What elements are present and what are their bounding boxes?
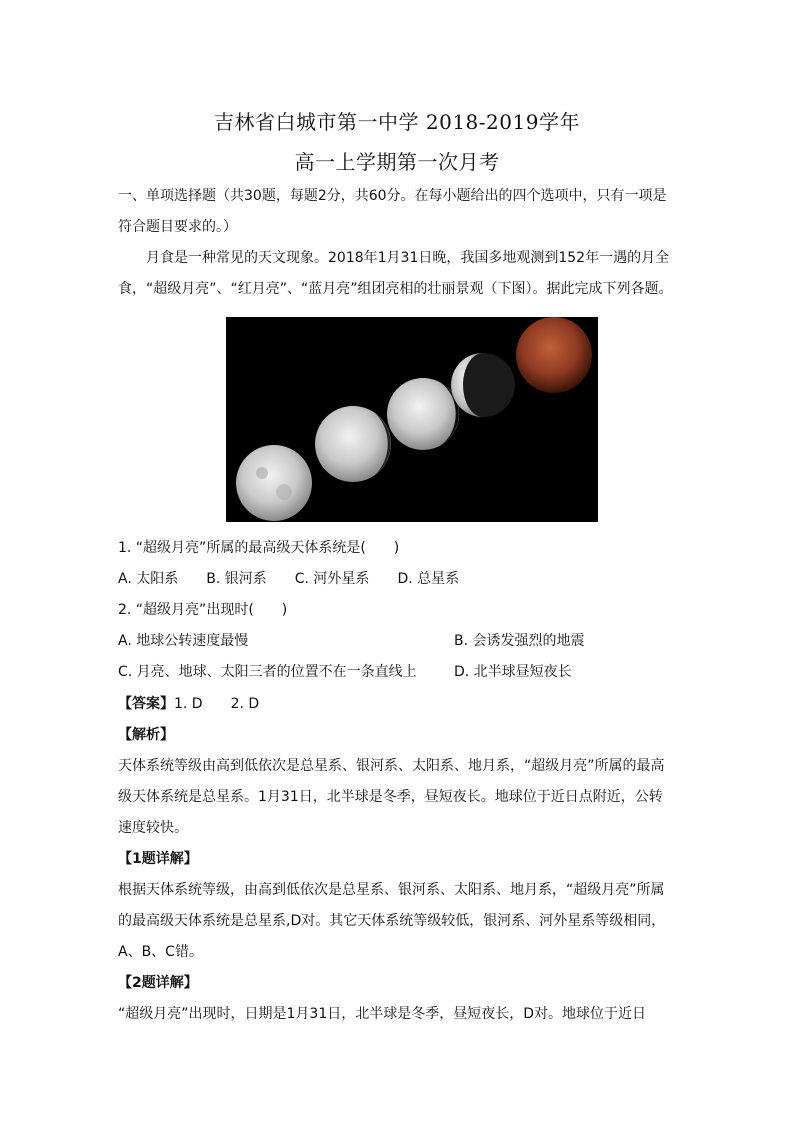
question-1: [118, 533, 678, 595]
detail2-label: 【2题详解】: [118, 975, 198, 991]
lunar-eclipse-photo: [226, 317, 598, 522]
section-heading: [118, 181, 678, 243]
intro-paragraph: [118, 243, 678, 305]
detail1-line: 的最高级天体系统是总星系,D对。其它天体系统等级较低，银河系、河外星系等级相同，: [118, 913, 666, 929]
answer-text: 1. D 2. D: [174, 696, 260, 712]
option-d: D. 总星系: [397, 571, 460, 587]
section-heading-line: 符合题目要求的。）: [118, 219, 237, 235]
intro-line: 食，“超级月亮”、“红月亮”、“蓝月亮”组团亮相的壮丽景观（下图）。据此完成下列各题。: [118, 281, 673, 297]
option-grid: [118, 626, 678, 688]
document-subtitle: 高一上学期第一次月考: [294, 150, 500, 174]
option-c: C. 月亮、地球、太阳三者的位置不在一条直线上: [118, 664, 417, 680]
option-a: A. 太阳系: [118, 571, 179, 587]
option-d: D. 北半球昼短夜长: [454, 664, 572, 680]
answer-line: [118, 689, 678, 720]
option-a: A. 地球公转速度最慢: [118, 633, 249, 649]
document-title: 吉林省白城市第一中学 2018-2019学年: [214, 110, 580, 134]
detail1-label: 【1题详解】: [118, 851, 198, 867]
analysis-line: 级天体系统是总星系。1月31日，北半球是冬季，昼短夜长。地球位于近日点附近，公转: [118, 789, 663, 805]
analysis-label: 【解析】: [118, 727, 174, 743]
analysis-line: 天体系统等级由高到低依次是总星系、银河系、太阳系、地月系，“超级月亮”所属的最高: [118, 758, 665, 774]
lunar-eclipse-icon: [226, 317, 598, 522]
analysis-line: 速度较快。: [118, 820, 188, 836]
detail2-line: “超级月亮”出现时，日期是1月31日，北半球是冬季，昼短夜长，D对。地球位于近日: [118, 1006, 647, 1022]
option-b: B. 会诱发强烈的地震: [454, 633, 585, 649]
answer-block: [118, 689, 678, 1030]
intro-line: 月食是一种常见的天文现象。2018年1月31日晚，我国多地观测到152年一遇的月全: [146, 250, 670, 266]
section-heading-line: 一、单项选择题（共30题，每题2分，共60分。在每小题给出的四个选项中，只有一项是: [118, 188, 667, 204]
option-b: B. 银河系: [206, 571, 267, 587]
question-2: [118, 595, 678, 688]
question-stem: 2. “超级月亮”出现时( ): [118, 602, 288, 618]
question-stem: 1. “超级月亮”所属的最高级天体系统是( ): [118, 540, 400, 556]
answer-label: 【答案】: [118, 696, 174, 712]
detail1-line: A、B、C错。: [118, 944, 203, 960]
detail1-line: 根据天体系统等级，由高到低依次是总星系、银河系、太阳系、地月系，“超级月亮”所属: [118, 882, 665, 898]
option-list: [118, 564, 678, 595]
option-c: C. 河外星系: [294, 571, 370, 587]
